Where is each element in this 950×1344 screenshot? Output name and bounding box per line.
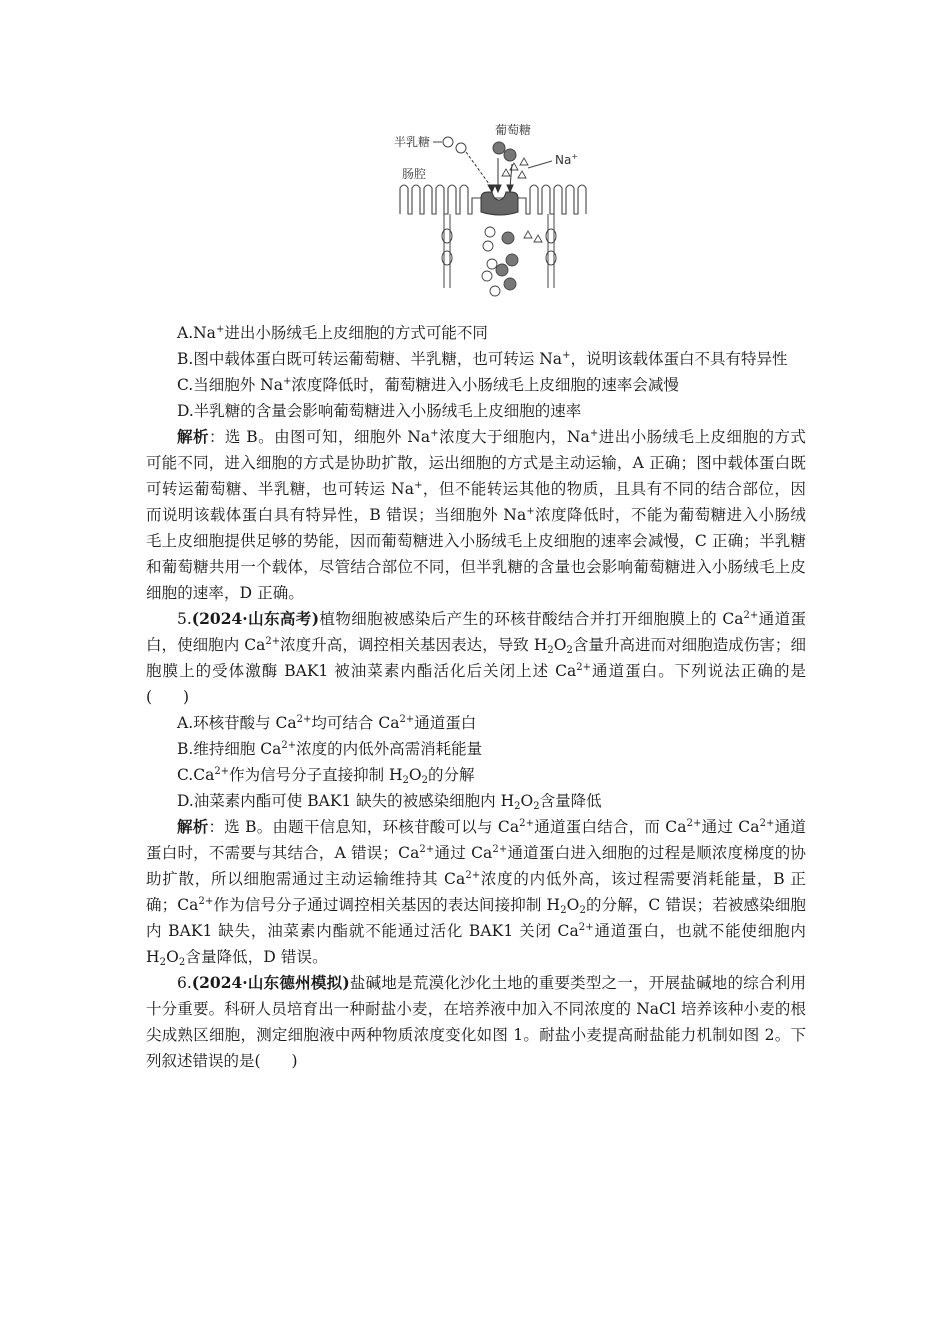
q4-option-d: D.半乳糖的含量会影响葡萄糖进入小肠绒毛上皮细胞的速率	[177, 402, 582, 420]
galactose-molecule	[443, 137, 453, 147]
q5-option-a: A.环核苷酸与 $Ca^{2+}$均可结合 $Ca^{2+}$通道蛋白	[177, 714, 477, 732]
galactose-label-group	[394, 134, 466, 153]
glucose-label-group	[493, 122, 531, 161]
galactose-label: 半乳糖	[394, 135, 431, 149]
q4-solution: 解析：选 B。由图可知，细胞外 Na+浓度大于细胞内，Na+进出小肠绒毛上皮细胞的方式可能不同，进入细胞的方式是协助扩散，运出细胞的方式是主动运输，A 正确；图中载体蛋白既可转运葡萄糖、半乳糖，也可转运 Na+，但不能转运其他的物质，且具有不同的结合部位，因而说明该载体蛋白具有特异性，B 错误；当细胞外 Na+浓度降低时，不能为葡萄糖进入小肠绒毛上皮细胞提供足够的势能，因而葡萄糖进入小肠绒毛上皮细胞的速率会减慢，C 正确；半乳糖和葡萄糖共用一个载体，尽管结合部位不同，但半乳糖的含量也会影响葡萄糖进入小肠绒毛上皮细胞的速率，D 正确。	[146, 427, 806, 602]
document-body	[146, 320, 806, 1074]
transport-diagram	[380, 118, 600, 308]
cell-junctions	[442, 214, 556, 288]
q5-option-d: D.油菜素内酯可使 BAK1 缺失的被感染细胞内 $H_2O_2$含量降低	[177, 792, 602, 812]
glucose-molecule	[504, 149, 516, 161]
carrier-protein	[481, 192, 518, 215]
q5-option-c: $C.Ca^{2+}$作为信号分子直接抑制 $H_2O_2$的分解	[177, 766, 475, 786]
lumen-label: 肠腔	[402, 167, 427, 181]
q4-option-c: C.当细胞外 Na+浓度降低时，葡萄糖进入小肠绒毛上皮细胞的速率会减慢	[177, 376, 679, 394]
na-ions-outside	[502, 158, 528, 178]
glucose-label: 葡萄糖	[495, 123, 532, 137]
na-label: Na+	[555, 152, 579, 167]
q4-option-b: B.图中载体蛋白既可转运葡萄糖、半乳糖，也可转运 Na+，说明该载体蛋白不具有特异性	[177, 350, 788, 368]
q5-solution: 解析：选 B。由题干信息知，环核苷酸可以与 $Ca^{2+}$通道蛋白结合，而 $Ca^{2+}$通过 $Ca^{2+}$通道蛋白时，不需要与其结合，A 错误；$Ca^{2+}$通过 $Ca^{2+}$通道蛋白进入细胞的过程是顺浓度梯度的协助扩散，所以细胞需通过主动运输维持其 $Ca^{2+}$浓度的内低外高，该过程需要消耗能量，B 正确；$Ca^{2+}$作为信号分子通过调控相关基因的表达间接抑制 $H_2O_2$的分解，C 错误；若被感染细胞内 BAK1 缺失，油菜素内酯就不能通过活化 BAK1 关闭 $Ca^{2+}$通道蛋白，也就不能使细胞内 $H_2O_2$含量降低，D 错误。	[146, 817, 807, 968]
q5-option-b: B.维持细胞 $Ca^{2+}$浓度的内低外高需消耗能量	[177, 740, 483, 758]
q4-option-a: A.Na+进出小肠绒毛上皮细胞的方式可能不同	[177, 324, 488, 342]
galactose-molecule	[456, 143, 466, 153]
glucose-molecule	[493, 142, 505, 154]
q6-stem: 6.(2024·山东德州模拟)盐碱地是荒漠化沙化土地的重要类型之一，开展盐碱地的综合利用十分重要。科研人员培育出一种耐盐小麦，在培养液中加入不同浓度的 NaCl 培养该种小麦的根尖成熟区细胞，测定细胞液中两种物质浓度变化如图 1。耐盐小麦提高耐盐能力机制如图 2。下列叙述错误的是( )	[146, 973, 806, 1070]
cytoplasm-molecules	[482, 227, 542, 296]
q5-stem: 5.(2024·山东高考)植物细胞被感染后产生的环核苷酸结合并打开细胞膜上的 $Ca^{2+}$通道蛋白，使细胞内 $Ca^{2+}$浓度升高，调控相关基因表达，导致 $H_2O_2$含量升高进而对细胞造成伤害；细胞膜上的受体激酶 BAK1 被油菜素内酯活化后关闭上述 $Ca^{2+}$通道蛋白。下列说法正确的是( )	[146, 609, 806, 706]
